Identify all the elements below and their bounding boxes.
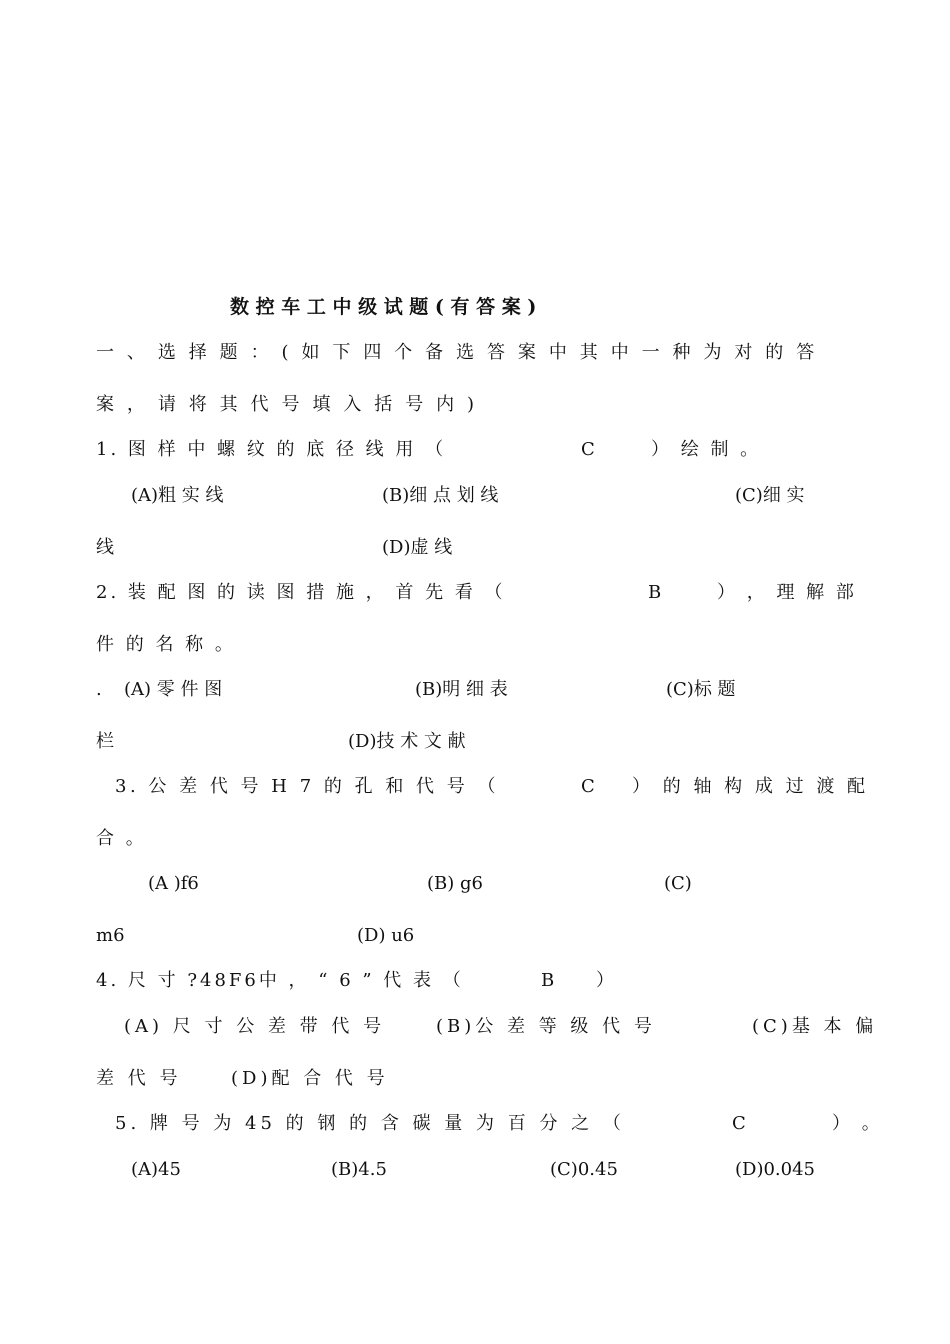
section-heading: 一 、 选 择 题 ： ( 如 下 四 个 备 选 答 案 中 其 中 一 种 为 对 的 答	[96, 342, 818, 363]
option-d: (D)技 术 文 献	[348, 731, 466, 752]
option-b: (B) g6	[427, 873, 483, 894]
option-b: (B)细 点 划 线	[382, 485, 499, 506]
question-5-text-end: ） 。	[832, 1113, 883, 1134]
question-3-text: 3. 公 差 代 号 H 7 的 孔 和 代 号 （	[115, 776, 499, 797]
question-2-options-wrap	[0, 727, 950, 757]
question-5-stem	[0, 1109, 950, 1139]
question-1-options-wrap	[0, 533, 950, 563]
question-4-answer: B	[541, 970, 555, 991]
question-3-text-end: ） 的 轴 构 成 过 渡 配	[632, 776, 869, 797]
section-heading-continued: 案 ， 请 将 其 代 号 填 入 括 号 内 )	[96, 394, 478, 415]
section-heading-line-1	[0, 338, 950, 368]
option-b: (B)公 差 等 级 代 号	[436, 1016, 656, 1037]
question-4-text-end: ）	[596, 970, 614, 991]
question-4-options	[0, 1012, 950, 1042]
question-5-answer: C	[732, 1113, 746, 1134]
option-b: (B)明 细 表	[415, 679, 508, 700]
question-1-text: 1. 图 样 中 螺 纹 的 底 径 线 用 （	[96, 439, 447, 460]
option-d: (D)配 合 代 号	[231, 1068, 389, 1089]
option-d: (D)0.045	[735, 1159, 816, 1180]
question-1-text-end: ） 绘 制 。	[651, 439, 762, 460]
question-3-text-wrap: 合 。	[96, 828, 147, 849]
option-c: (C)细 实	[735, 485, 805, 506]
question-2-options	[0, 675, 950, 705]
question-2-text-end: ） ， 理 解 部	[717, 582, 857, 603]
option-a: (A )f6	[148, 873, 199, 894]
option-prefix: .	[96, 679, 102, 700]
question-1-stem	[0, 435, 950, 465]
option-c-wrap: m6	[96, 925, 125, 946]
option-b: (B)4.5	[331, 1159, 387, 1180]
question-3-options-wrap	[0, 921, 950, 951]
question-3-stem-continued	[0, 824, 950, 854]
option-d: (D) u6	[357, 925, 415, 946]
question-5-text: 5. 牌 号 为 45 的 钢 的 含 碳 量 为 百 分 之 （	[115, 1113, 625, 1134]
option-c: (C)标 题	[666, 679, 736, 700]
option-a: (A) 尺 寸 公 差 带 代 号	[124, 1016, 386, 1037]
question-4-stem	[0, 966, 950, 996]
option-a: (A)45	[131, 1159, 181, 1180]
title-line	[0, 292, 950, 322]
option-c-wrap: 线	[96, 537, 114, 558]
question-2-text-wrap: 件 的 名 称 。	[96, 634, 236, 655]
question-2-stem-continued	[0, 630, 950, 660]
page-title: 数 控 车 工 中 级 试 题 ( 有 答 案 )	[230, 296, 537, 318]
question-2-answer: B	[648, 582, 662, 603]
question-4-options-wrap	[0, 1064, 950, 1094]
question-1-options	[0, 481, 950, 511]
question-2-text: 2. 装 配 图 的 读 图 措 施 ， 首 先 看 （	[96, 582, 506, 603]
question-4-text: 4. 尺 寸 ?48F6中 ， “ 6 ” 代 表 （	[96, 970, 464, 991]
option-d: (D)虚 线	[382, 537, 453, 558]
option-a: (A) 零 件 图	[124, 679, 223, 700]
question-3-stem	[0, 772, 950, 802]
question-5-options	[0, 1155, 950, 1185]
question-1-answer: C	[581, 439, 595, 460]
section-heading-line-2	[0, 390, 950, 420]
question-3-options	[0, 869, 950, 899]
option-a: (A)粗 实 线	[131, 485, 224, 506]
option-c-wrap: 栏	[96, 731, 114, 752]
option-c-wrap: 差 代 号	[96, 1068, 182, 1089]
question-3-answer: C	[581, 776, 595, 797]
question-2-stem	[0, 578, 950, 608]
option-c: (C)0.45	[550, 1159, 618, 1180]
option-c: (C)	[664, 873, 692, 894]
option-c: (C)基 本 偏	[752, 1016, 878, 1037]
